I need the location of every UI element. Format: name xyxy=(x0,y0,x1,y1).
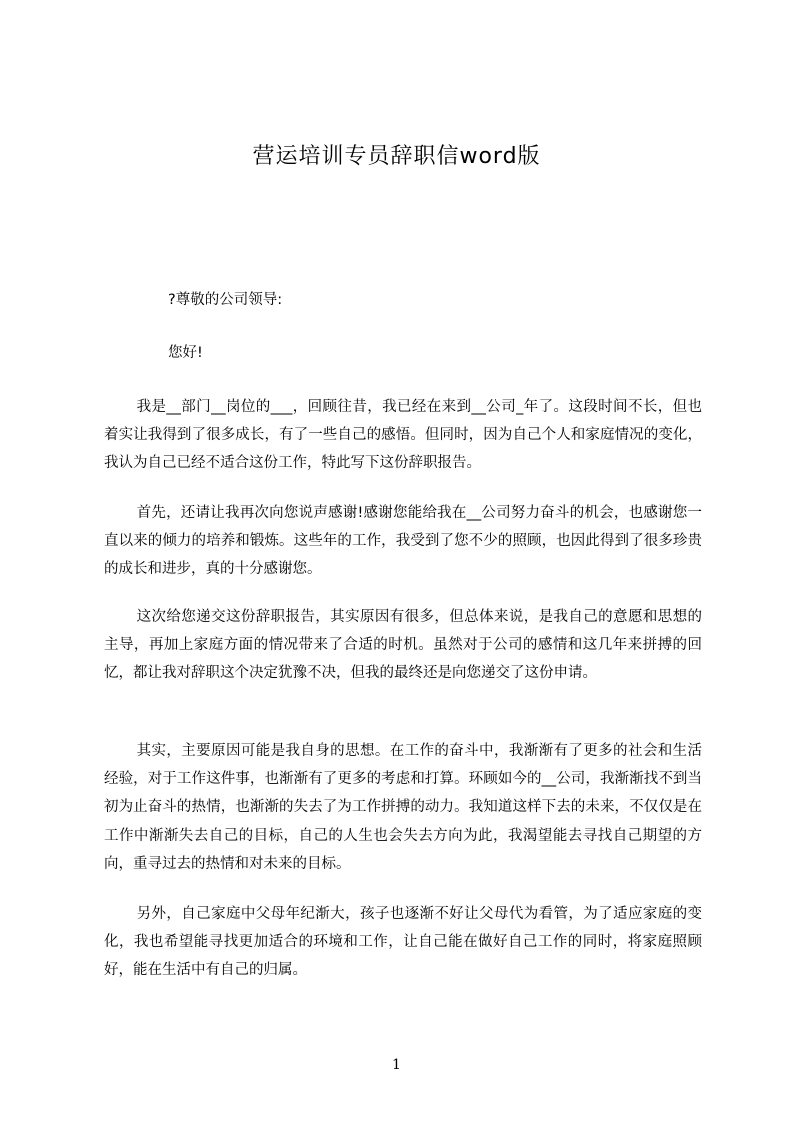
paragraph-3: 这次给您递交这份辞职报告，其实原因有很多，但总体来说，是我自己的意愿和思想的主导，再加上家庭方面的情况带来了合适的时机。虽然对于公司的感情和这几年来拼搏的回忆，都让我对辞职这个决定犹豫不决，但我的最终还是向您递交了这份申请。 xyxy=(104,609,702,682)
greeting: 您好! xyxy=(168,345,203,361)
page-number: 1 xyxy=(392,1057,401,1073)
paragraph-4: 其实，主要原因可能是我自身的思想。在工作的奋斗中，我渐渐有了更多的社会和生活经验，对于工作这件事，也渐渐有了更多的考虑和打算。环顾如今的__公司，我渐渐找不到当初为止奋斗的热情，也渐渐的失去了为工作拼搏的动力。我知道这样下去的未来，不仅仅是在工作中渐渐失去自己的目标，自己的人生也会失去方向为此，我渴望能去寻找自己期望的方向，重寻过去的热情和对未来的目标。 xyxy=(104,743,702,872)
paragraph-5: 另外，自己家庭中父母年纪渐大，孩子也逐渐不好让父母代为看管，为了适应家庭的变化，我也希望能寻找更加适合的环境和工作，让自己能在做好自己工作的同时，将家庭照顾好，能在生活中有自己的归属。 xyxy=(104,906,702,979)
salutation: ?尊敬的公司领导: xyxy=(168,292,283,308)
paragraph-2: 首先，还请让我再次向您说声感谢!感谢您能给我在__公司努力奋斗的机会，也感谢您一直以来的倾力的培养和锻炼。这些年的工作，我受到了您不少的照顾，也因此得到了很多珍贵的成长和进步，真的十分感谢您。 xyxy=(104,505,702,578)
document-title: 营运培训专员辞职信word版 xyxy=(252,144,541,169)
paragraph-1: 我是__部门__岗位的___，回顾往昔，我已经在来到__公司_年了。这段时间不长，但也着实让我得到了很多成长，有了一些自己的感悟。但同时，因为自己个人和家庭情况的变化，我认为自己已经不适合这份工作，特此写下这份辞职报告。 xyxy=(104,399,702,472)
